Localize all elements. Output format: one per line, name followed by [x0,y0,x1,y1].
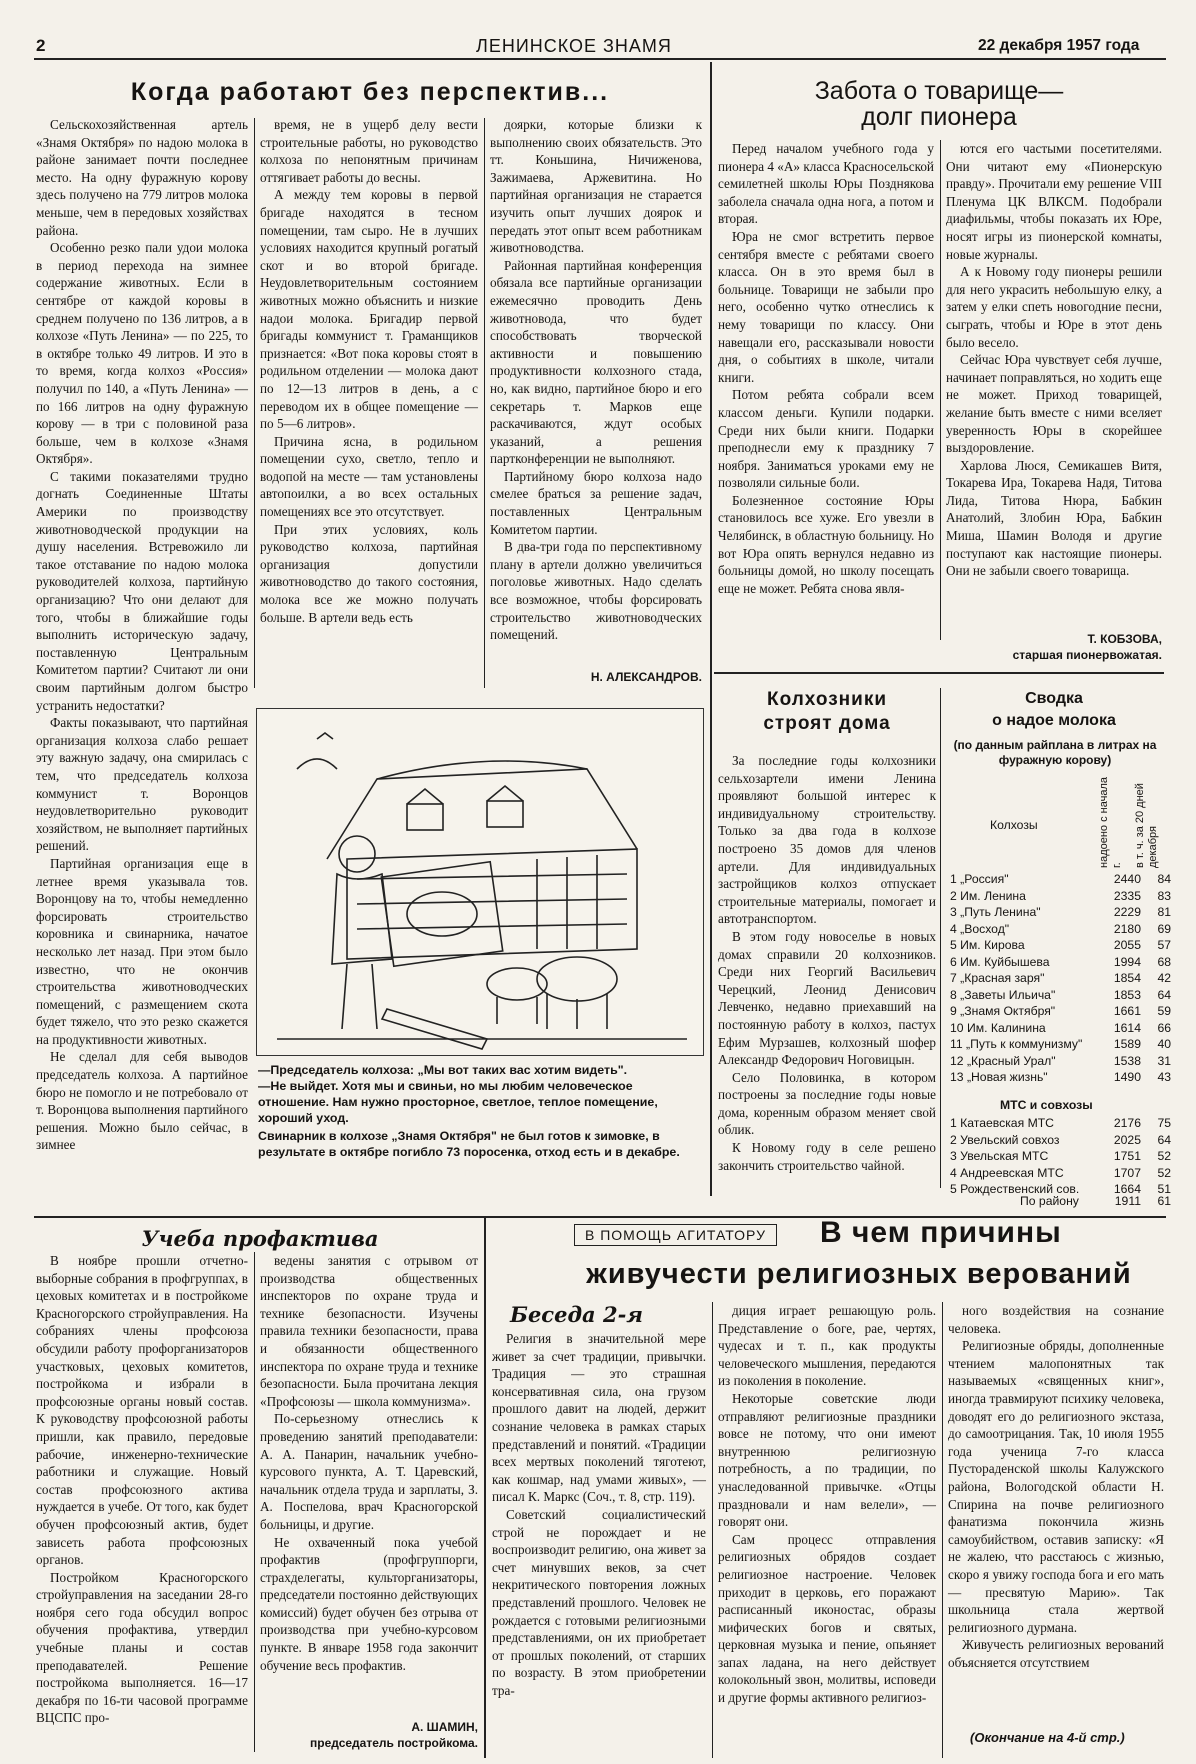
value-total: 1664 [1113,1182,1141,1196]
value-december: 83 [1157,888,1171,903]
table-row [950,1037,1180,1052]
article4-title: Учеба профактива [141,1226,379,1251]
table-row [950,905,1180,920]
total-v1: 1911 [1114,1194,1141,1208]
cartoon-caption [258,1062,704,1160]
farm-name: 10 Им. Калинина [950,1020,1046,1035]
farm-name: 4 Андреевская МТС [950,1165,1064,1180]
farm-name: 4 „Восход" [950,921,1010,936]
value-total: 2180 [1113,921,1141,936]
value-total: 1614 [1113,1020,1141,1035]
summary-title [944,688,1164,732]
paragraph: Сельскохозяйственная артель «Знамя Октября» по надою молока в районе занимает почти последнее место. На одну фуражную корову здесь получено на 779 литров молока меньше, чем в передовых хозяйствах района. [36,117,248,238]
value-total: 1538 [1113,1053,1141,1068]
article5-title-line2: живучести религиозных верований [586,1258,1132,1290]
paragraph: Особенно резко пали удои молока в период перехода на зимнее содержание животных. Если в сентябре от каждой коровы в среднем получено по 136 литров, а в колхозе «Путь Ленина» — по 225, то в октябре только 49 литров. И это в то время, когда колхоз «Россия» получил по 140, а «Путь Ленина» — по 166 литров на одну фуражную корову — в три с половиной раза больше, чем в колхозе «Знамя Октября». [36,240,248,467]
column-rule [940,688,941,1188]
value-december: 52 [1157,1149,1171,1163]
newspaper-title: ЛЕНИНСКОЕ ЗНАМЯ [476,36,672,56]
title-line: Забота о товарище— [814,77,1064,105]
cartoon-drawing [257,709,703,1055]
farm-name: 5 Им. Кирова [950,938,1025,952]
table-row [950,955,1180,970]
table-row [950,889,1180,904]
total-label: По району [1020,1194,1079,1208]
article3-title [716,688,938,736]
article4-col1 [36,1252,248,1752]
paragraph: Некоторые советские люди отправляют религиозные праздники вовсе не потому, что они имеют внутреннюю религиозную потребность, а по традиции, по унаследованной привычке. «Отцы праздновали и нам велели», — говорят они. [718,1390,936,1530]
value-total: 2055 [1113,938,1141,952]
article5-col1 [492,1330,706,1760]
farm-name: 9 „Знамя Октября" [950,1004,1056,1018]
column-header-total: надоено с начала г. [1098,777,1123,868]
column-rule [484,1218,486,1758]
value-total: 1854 [1113,971,1141,985]
column-header-farms: Колхозы [990,818,1038,832]
paragraph: А между тем коровы в первой бригаде находятся в тесном помещении, там сыро. Не в лучших условиях находится крупный рогатый скот и во второй бригаде. Неудовлетворительным состоянием животных можно объяснить и низкие надои молока. Бригадир первой бригады коммунист т. Граманщиков признается: «Вот пока коровы стоят в родильном отделении — молока дают по 12—13 литров в день, а с переводом их в общее помещение — по 5—6 литров». [260,187,478,432]
table-row [950,1054,1180,1069]
article2-col1 [718,140,934,660]
article4-signature-role: председатель постройкома. [310,1736,478,1750]
column-rule [254,118,255,688]
paragraph: Сейчас Юра чувствует себя лучше, начинает поправляться, но ходить еще не может. Приход товарищей, желание быть вместе с ними вселяет уверенность Юры в скорейшее выздоровление. [946,352,1162,456]
value-total: 1994 [1113,954,1141,969]
paragraph: Религиозные обряды, дополненные чтением малопонятных так называемых «священных книг», иногда травмируют психику человека, доводят его до религиозного экстаза, до самоотрицания. Так, 10 июля 1955 года ученица 7-го класса Пустораденской школы Калужского района, Вологодской области Н. Спирина на почве религиозного фанатизма покончила жизнь самоубийством, оставив записку: «Я не жалею, что расстаюсь с жизнью, скоро я увижу господа бога и его мать — пресвятую Марию». Так школьница стала жертвой религиозного дурмана. [948,1338,1164,1635]
article1-title: Когда работают без перспектив... [130,78,610,106]
mts-rows [950,1116,1180,1196]
section-rule [714,672,1164,674]
kolkhoz-rows [950,872,1180,1092]
farm-name: 5 Рождественский сов. [950,1182,1080,1196]
article4-col2 [260,1252,478,1716]
farm-name: 13 „Новая жизнь" [950,1070,1048,1084]
milk-yield-table [950,772,1180,1196]
table-row [950,971,1180,986]
value-december: 64 [1157,987,1171,1002]
paragraph: За последние годы колхозники сельхозартели имени Ленина проявляют большой интерес к индивидуальному строительству. Только за два года в колхозе построено 35 домов для членов артели. Для индивидуальных застройщиков колхоз отпускает строительные материалы, помогает и автотранспортом. [718,753,936,927]
caption-line: —Председатель колхоза: „Мы вот таких вас хотим видеть". [258,1063,628,1077]
paragraph: А к Новому году пионеры решили для него украсить небольшую елку, а затем у елки спеть новогодние песни, сыграть, чтобы и Юре в этот день было весело. [946,264,1162,350]
paragraph: ного воздействия на сознание человека. [948,1303,1164,1336]
column-rule [942,1302,943,1758]
paragraph: К Новому году в селе решено закончить строительство чайной. [718,1140,936,1173]
table-row [950,1070,1180,1085]
article2-signature: Т. КОБЗОВА, [1087,632,1162,646]
paragraph: Село Половинка, в котором построены за последние годы новые дома, коренным образом меняет свой облик. [718,1069,936,1138]
farm-name: 3 „Путь Ленина" [950,905,1041,919]
article1-col3 [490,116,702,666]
paragraph: время, не в ущерб делу вести строительные работы, но руководство колхоза по непонятным причинам оттягивает работы до весны. [260,117,478,185]
value-december: 42 [1157,971,1171,985]
value-total: 2229 [1113,905,1141,919]
value-total: 1589 [1113,1037,1141,1051]
value-december: 43 [1157,1070,1171,1084]
table-row [950,1021,1180,1036]
table-row [950,1133,1180,1148]
column-rule [484,118,485,688]
title-line: долг пионера [861,103,1017,131]
article2-signature-role: старшая пионервожатая. [1012,648,1162,662]
paragraph: ются его частыми посетителями. Они читают ему «Пионерскую правду». Прочитали ему решение VIII Пленума ЦК ВЛКСМ. Подобрали диафильмы, чтобы показать их Юре, носят игры из пионерской комнаты, новые журналы. [946,141,1162,262]
value-total: 1853 [1113,987,1141,1002]
total-v2: 61 [1157,1194,1171,1208]
value-total: 1751 [1113,1149,1141,1163]
table-row [950,1004,1180,1019]
paragraph: Харлова Люся, Семикашев Витя, Токарева Ира, Токарева Надя, Титова Лида, Титова Нюра, Бабкин Анатолий, Злобин Юра, Бабкин Миша, Шамин Володя и другие поступают как настоящие пионеры. Они не забыли своего товарища. [946,457,1162,579]
title-line: о надое молока [992,712,1116,729]
column-rule [254,1252,255,1752]
paragraph: Болезненное состояние Юры становилось все хуже. Его увезли в Челябинск, в областную больницу. Но вот Юра опять вернулся недавно из больницы домой, но школу посещать еще не может. Ребята снова явля- [718,492,934,596]
paragraph: Постройком Красногорского стройуправления на заседании 28-го ноября сего года обсудил вопрос обучения профактива, утвердил учебные планы и состав преподавателей. Решение постройкома выполняется. 16—17 декабря по 16-ти часовой программе ВЦСПС про- [36,1569,248,1726]
value-total: 2440 [1113,872,1141,886]
value-total: 1661 [1113,1004,1141,1018]
article5-col2 [718,1302,936,1760]
paragraph: При этих условиях, коль руководство колхоза, партийная организация допустили животноводство до такого состояния, молока все же можно получать больше. В артели ведь есть [260,521,478,625]
table-row [950,1149,1180,1164]
value-total: 1707 [1113,1165,1141,1180]
paragraph: Советский социалистический строй не порождает и не воспроизводит религию, она живет за счет минувших веков, за счет некритического повторения ложных представлений прошлого. Человек не рождается с готовыми религиозными представлениями, он их приобретает от прошлых поколений, от старших по возрасту. В этом приобретении тра- [492,1506,706,1698]
farm-name: 1 „Россия" [950,872,1009,886]
table-total-row [950,1194,1180,1210]
table-row [950,872,1180,887]
paragraph: Потом ребята собрали всем классом деньги. Купили подарки. Среди них были книги. Подарки преподнесли ему к празднику 7 ноября. Заниматься уроками ему не позволяли сильные боли. [718,387,934,491]
paragraph: Не сделал для себя выводов председатель колхоза. А партийное бюро не помогло и не потребовало от т. Воронцова выполнения партийного решения. Можно было сейчас, в зимнее [36,1049,248,1153]
article5-subtitle: Беседа 2-я [510,1302,644,1327]
value-december: 69 [1157,921,1171,936]
column-header-december: в т. ч. за 20 дней декабря [1134,783,1159,868]
value-december: 57 [1157,938,1171,952]
article1-col2 [260,116,478,686]
column-rule [940,140,941,640]
column-rule [710,62,712,1196]
farm-name: 1 Катаевская МТС [950,1116,1054,1130]
farm-name: 6 Им. Куйбышева [950,954,1050,969]
article4-signature: А. ШАМИН, [411,1720,478,1734]
value-total: 1490 [1113,1070,1141,1084]
paragraph: Перед началом учебного года у пионера 4 «А» класса Красносельской семилетней школы Юры Позднякова заболела сначала одна нога, а потом и вторая. [718,141,934,227]
table-row [950,1116,1180,1131]
value-december: 31 [1157,1053,1171,1068]
value-december: 68 [1157,954,1171,969]
paragraph: Не охваченный пока учебой профактив (профгруппорги, страхделегаты, культорганизаторы, председатели постоянно действующих комиссий) будет обучен без отрыва от производства при учебно-курсовом пункте. В январе 1958 года закончит обучение весь профактив. [260,1534,478,1673]
farm-name: 3 Увельская МТС [950,1149,1049,1163]
page-number: 2 [36,36,46,55]
paragraph: диция играет решающую роль. Представление о боге, рае, чертях, чудесах и т. п., как продукты человеческого мышления, передаются из поколения в поколение. [718,1303,936,1389]
paragraph: В этом году новоселье в новых домах справили 20 колхозников. Среди них Георгий Васильевич Черецкий, Леонид Денисович Левченко, недавно приехавший на постоянную работу в колхоз, пастух Ефим Мурзашев, колхозный шофер Александр Федорович Ноговицын. [718,928,936,1068]
value-december: 84 [1157,872,1171,886]
value-december: 40 [1157,1037,1171,1051]
issue-date: 22 декабря 1957 года [978,37,1140,54]
article3-body [718,752,936,1188]
title-line: Сводка [1025,690,1083,707]
paragraph: По-серьезному отнеслись к проведению занятий преподаватели: А. А. Панарин, начальник учебно-курсового пункта, А. Т. Царевский, начальник отдела труда и зарплаты, З. А. Поспелова, врач Красногорской больницы, и другие. [260,1411,478,1532]
paragraph: Сам процесс отправления религиозных обрядов создает религиозное настроение. Человек приходит в церковь, его поражают расписанный иконостас, образы мифических богов и святых, церковная музыка и пение, опьяняет запах ладана, на него действует колокольный звон, молитвы, исповеди и другие формы активного религиоз- [718,1531,936,1706]
article2-col2 [946,140,1162,630]
paragraph: ведены занятия с отрывом от производства общественных инспекторов по охране труда и технике безопасности. Изучены правила техники безопасности, права и обязанности общественного инспектора по охране труда и технике безопасности. Была прочитана лекция «Профсоюзы — школа коммунизма». [260,1253,478,1409]
paragraph: Причина ясна, в родильном помещении сухо, светло, тепло и водопой на месте — там установлены автопоилки, а во всех остальных помещениях все это отсутствует. [260,433,478,520]
title-line: строят дома [763,713,891,734]
value-total: 2335 [1113,888,1141,903]
article5-title-line1: В чем причины [820,1216,1062,1249]
paragraph: Партийная организация еще в летнее время указывала тов. Воронцову на то, чтобы немедленно форсировать строительство коровника и свинарника, начатое несколько лет назад. При этом было известно, что не окончив строительства животноводческих помещений, с размещением скота будет тяжело, что это резко скажется на продуктивности животных. [36,855,248,1047]
caption-line: Свинарник в колхозе „Знамя Октября" не был готов к зимовке, в результате в октябре погибло 73 поросенка, отход есть и в декабре. [258,1129,680,1159]
paragraph: С такими показателями трудно догнать Соединенные Штаты Америки по производству животноводческой продукции на душу населения. Встревожило ли такое отставание по надою молока руководителей колхоза, партийную организацию? Что они делают для того, чтобы в ближайшие годы выполнить историческую задачу, поставленную Центральным Комитетом партии? Считают ли они своим партийным долгом быстро устранить недостатки? [36,468,248,713]
farm-name: 8 „Заветы Ильича" [950,987,1056,1002]
paragraph: доярки, которые близки к выполнению своих обязательств. Это тт. Коньшина, Ничиженова, Зажимаева, Аржевитина. Но партийная организация не старается изучить опыт лучших доярок и передать этот опыт всем работникам животноводства. [490,117,702,256]
farm-name: 11 „Путь к коммунизму" [950,1037,1083,1051]
paragraph: Факты показывают, что партийная организация колхоза слабо решает эту важную задачу, она смирилась с тем, что председатель колхоза коммунист т. Воронцов неудовлетворительно руководит хозяйством, не выполняет партийных решений. [36,715,248,854]
table-row [950,1166,1180,1181]
farm-name: 2 Им. Ленина [950,888,1026,903]
table-row [950,988,1180,1003]
paragraph: Живучесть религиозных верований объясняется отсутствием [948,1637,1164,1670]
value-total: 2176 [1113,1116,1141,1130]
value-total: 2025 [1113,1132,1141,1147]
value-december: 59 [1157,1004,1171,1018]
value-december: 81 [1157,905,1171,919]
paragraph: Районная партийная конференция обязала все партийные организации ежемесячно проводить День животновода, что будет способствовать творческой активности и повышению продуктивности колхозного стада, но, как видно, партийное бюро и его секретарь т. Марков еще раскачиваются, ждут особых указаний, а решения партконференции не выполняют. [490,257,702,467]
cartoon-illustration [256,708,704,1056]
value-december: 66 [1157,1020,1171,1035]
value-december: 75 [1157,1116,1171,1130]
caption-line: —Не выйдет. Хотя мы и свиньи, но мы любим человеческое отношение. Нам нужно просторное, светлое, теплое помещение, хороший уход. [258,1079,658,1125]
title-line: Колхозники [766,689,888,710]
article1-signature: Н. АЛЕКСАНДРОВ. [590,670,702,684]
paragraph: Религия в значительной мере живет за счет традиции, привычки. Традиция — это страшная консервативная сила, она грузом прошлого давит на людей, держит сознание человека в рамках старых представлений и понятий. «Традиции всех мертвых поколений тяготеют, как кошмар, над умами живых», — писал К. Маркс (Соч., т. 8, стр. 119). [492,1331,706,1505]
paragraph: В два-три года по перспективному плану в артели должно увеличиться поголовье животных. Надо сделать все возможное, чтобы форсировать строительство животноводческих помещений. [490,539,702,643]
paragraph: Юра не смог встретить первое сентября вместе с ребятами своего класса. Он в это время был в больнице. Товарищи не забыли про него, особенно чутко отнеслись к нему товарищи по классу. Они навещали его, рассказывали новости дня, о событиях в школе, читали книги. [718,228,934,385]
farm-name: 7 „Красная заря" [950,971,1045,985]
table-row [950,922,1180,937]
value-december: 64 [1157,1132,1171,1147]
article1-col1 [36,116,248,1153]
farm-name: 12 „Красный Урал" [950,1053,1056,1068]
column-rule [712,1302,713,1758]
value-december: 51 [1157,1182,1171,1196]
farm-name: 2 Увельский совхоз [950,1132,1060,1147]
header-rule [34,58,1166,60]
article5-col3 [948,1302,1164,1722]
value-december: 52 [1157,1165,1171,1180]
mts-header: МТС и совхозы [1000,1098,1093,1112]
table-row [950,938,1180,953]
continuation-note: (Окончание на 4-й стр.) [970,1730,1125,1745]
article5-rubric: В ПОМОЩЬ АГИТАТОРУ [574,1224,777,1246]
article2-title [716,78,1162,130]
paragraph: Партийному бюро колхоза надо смелее браться за решение задач, поставленных Центральным Комитетом партии. [490,468,702,537]
paragraph: В ноябре прошли отчетно-выборные собрания в профгруппах, в цеховых комитетах и в постройкоме Красногорского стройуправления. На собраниях члены профсоюза обсудили работу профорганизаторов участковых, цеховых комитетов, постройкома и избрали в профсоюзные органы новый состав. К руководству профсоюзной работы пришли, как правило, передовые рабочие, инженерно-технические работники и служащие. Новый состав профсоюзного актива нуждается в учебе. От того, как будет обучен профсоюзный актив, будет зависеть работа профсоюзных органов. [36,1253,248,1568]
summary-subtitle: (по данным райплана в литрах на фуражную корову) [953,738,1157,767]
